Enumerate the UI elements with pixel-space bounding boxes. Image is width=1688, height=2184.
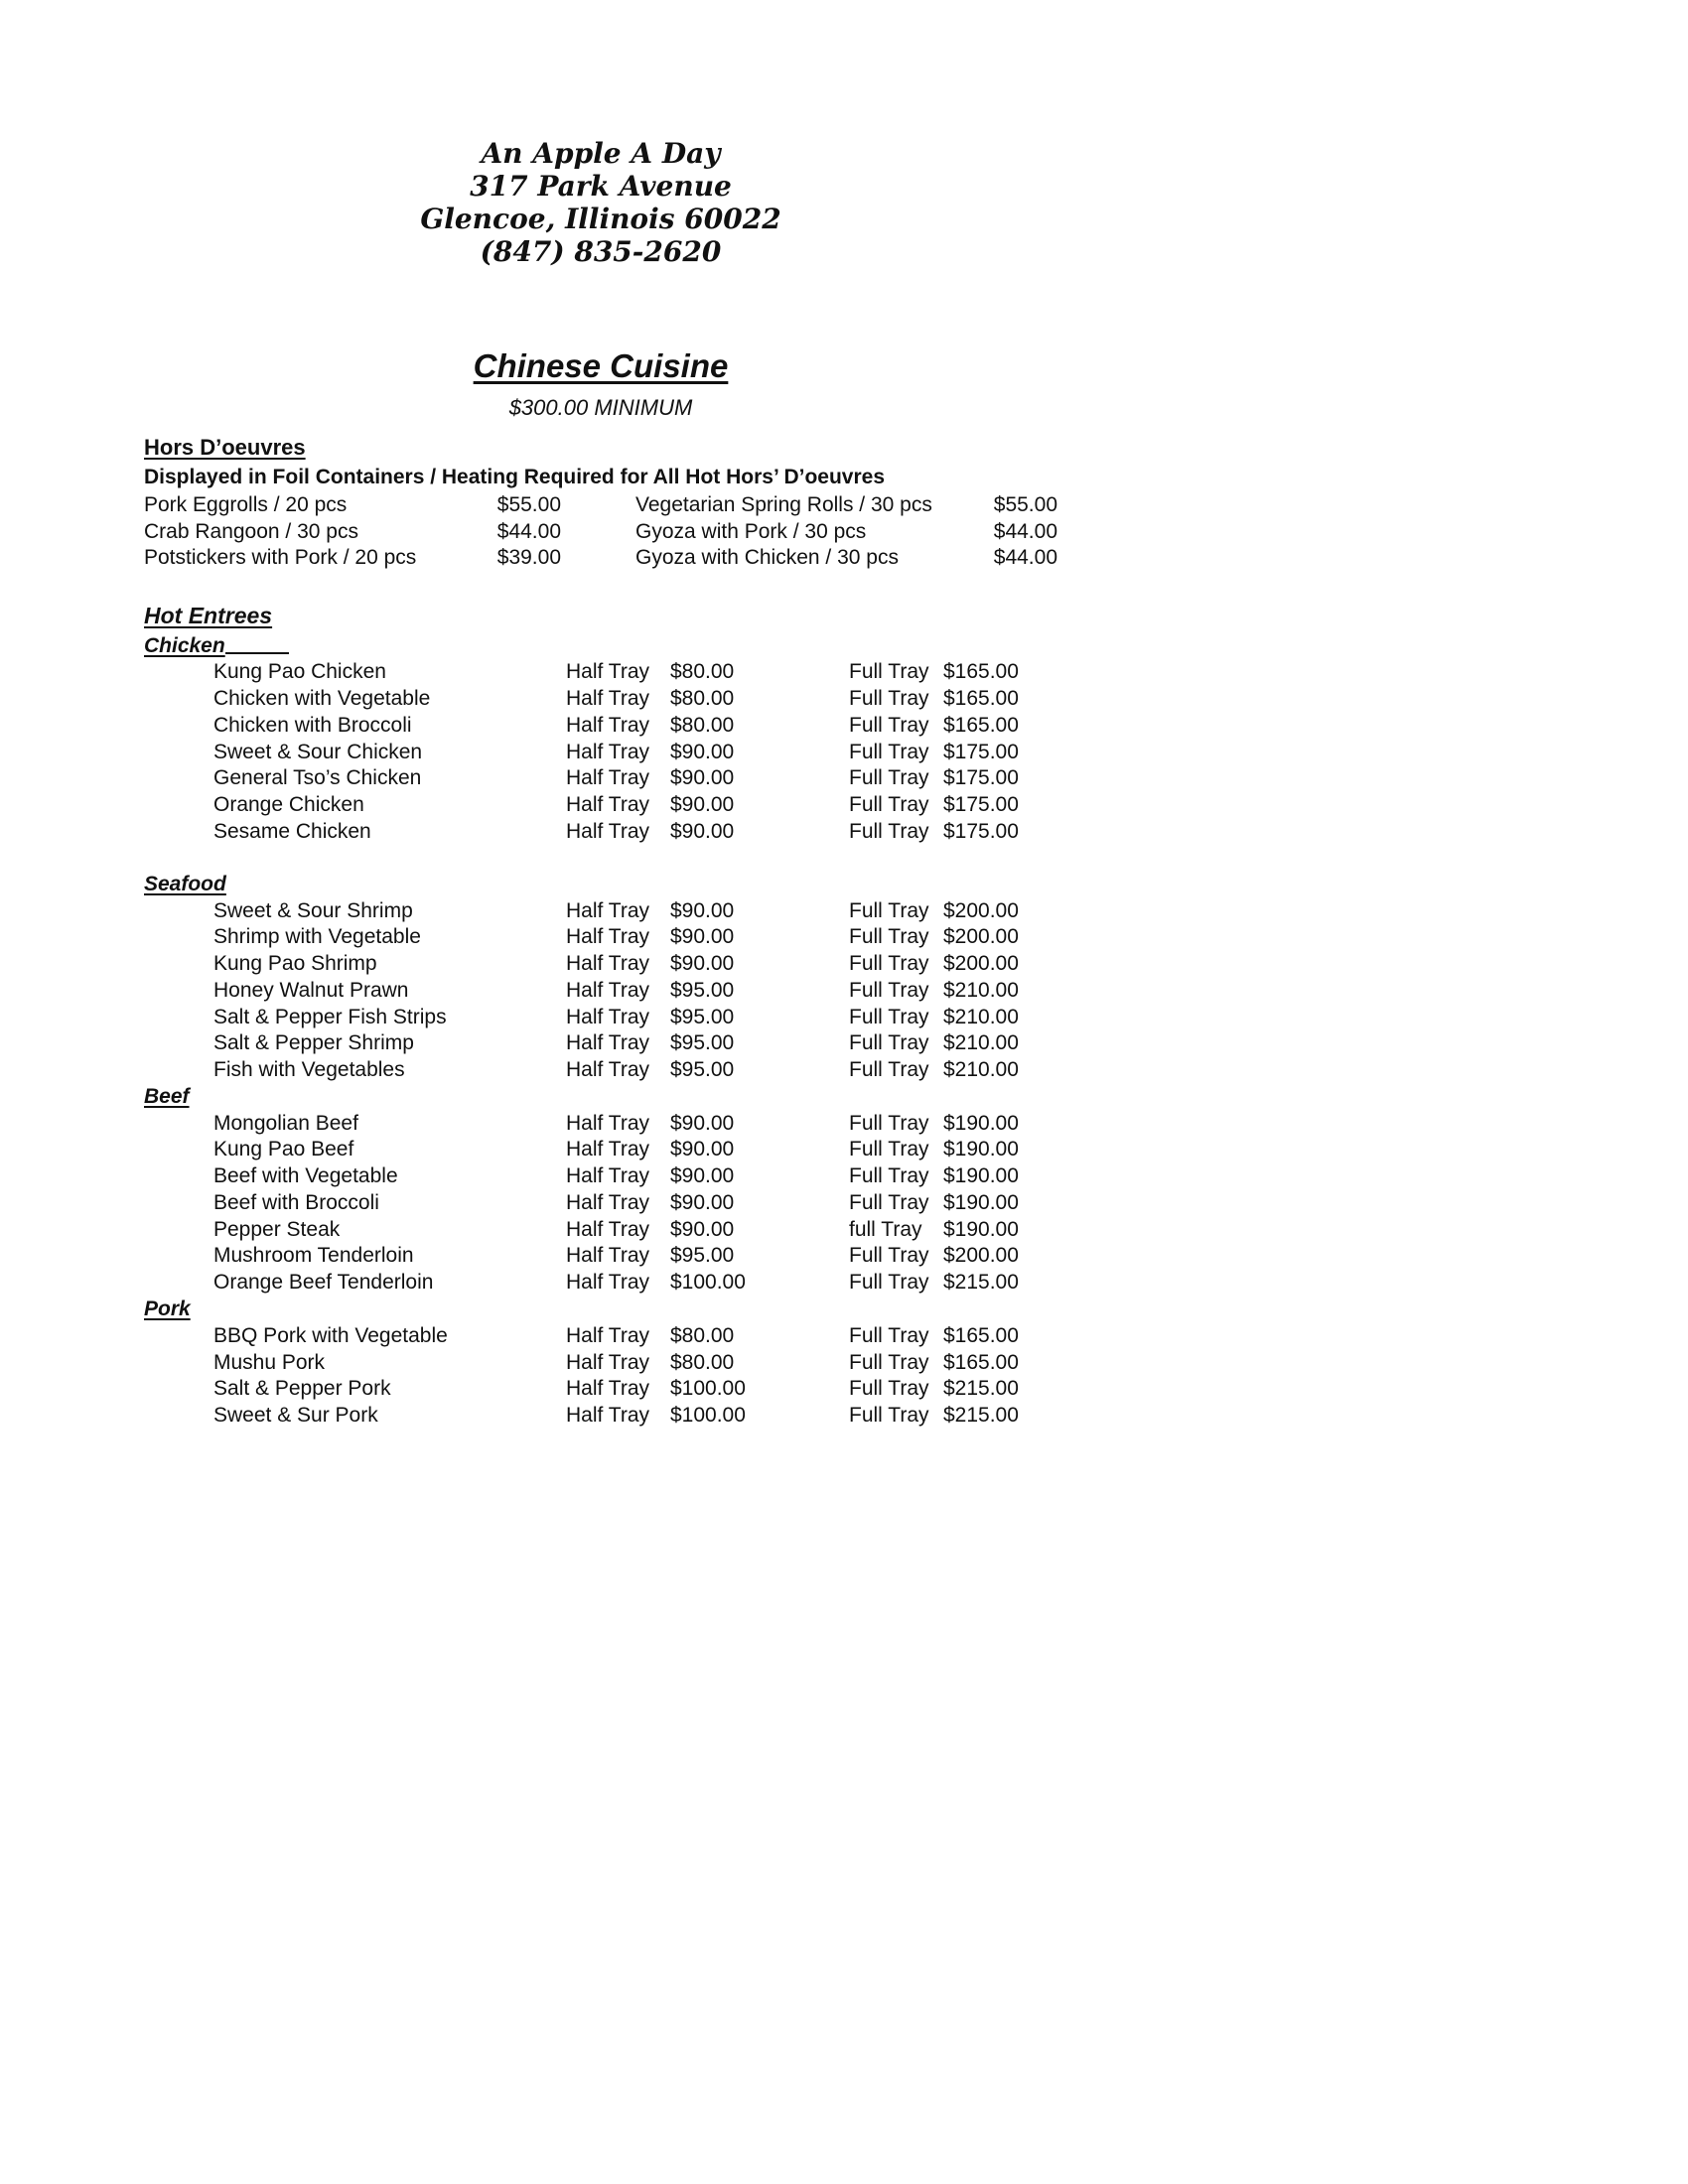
- full-tray-price: $200.00: [943, 952, 1019, 976]
- hors-row: [144, 545, 1057, 572]
- menu-item-row: [144, 740, 1057, 766]
- menu-item-row: [144, 1111, 1057, 1138]
- half-tray-label: Half Tray: [566, 898, 650, 922]
- half-tray-price: $90.00: [670, 819, 735, 843]
- heading-underline-extension: [225, 631, 289, 654]
- category-heading: [144, 1084, 1057, 1111]
- hors-row: [144, 492, 1057, 519]
- item-name: Pork Eggrolls / 20 pcs: [144, 492, 348, 516]
- half-tray-price: $95.00: [670, 978, 735, 1002]
- half-tray-label: Half Tray: [566, 1271, 650, 1295]
- menu-item-row: [144, 1217, 1057, 1244]
- full-tray-label: Full Tray: [849, 1005, 929, 1028]
- item-price: $55.00: [993, 492, 1057, 516]
- menu-item-row: [144, 1190, 1057, 1217]
- hors-rows: [144, 492, 1057, 572]
- half-tray-price: $80.00: [670, 713, 735, 737]
- full-tray-price: $175.00: [943, 793, 1019, 817]
- hors-row: [144, 519, 1057, 546]
- menu-section-chicken: [144, 631, 1057, 846]
- item-name: Sweet & Sur Pork: [213, 1404, 378, 1428]
- half-tray-price: $100.00: [670, 1377, 746, 1401]
- half-tray-price: $95.00: [670, 1031, 735, 1055]
- full-tray-label: Full Tray: [849, 952, 929, 976]
- half-tray-label: Half Tray: [566, 660, 650, 684]
- phone-number: (847) 835-2620: [480, 235, 722, 268]
- half-tray-label: Half Tray: [566, 1377, 650, 1401]
- menu-item-row: [144, 1376, 1057, 1403]
- menu-item-row: [144, 1323, 1057, 1350]
- item-name: Orange Chicken: [213, 793, 364, 817]
- half-tray-label: Half Tray: [566, 1138, 650, 1161]
- half-tray-price: $80.00: [670, 1323, 735, 1347]
- address-line-2: Glencoe, Illinois 60022: [420, 203, 781, 235]
- half-tray-label: Half Tray: [566, 925, 650, 949]
- item-name: General Tso’s Chicken: [213, 766, 422, 790]
- item-name: Gyoza with Pork / 30 pcs: [635, 519, 867, 543]
- half-tray-price: $80.00: [670, 687, 735, 711]
- item-name: Honey Walnut Prawn: [213, 978, 409, 1002]
- full-tray-label: Full Tray: [849, 1271, 929, 1295]
- menu-item-row: [144, 659, 1057, 686]
- half-tray-price: $80.00: [670, 660, 735, 684]
- item-name: Sweet & Sour Shrimp: [213, 898, 413, 922]
- full-tray-label: Full Tray: [849, 660, 929, 684]
- minimum-note: $300.00 MINIMUM: [508, 395, 693, 421]
- half-tray-label: Half Tray: [566, 713, 650, 737]
- half-tray-price: $90.00: [670, 740, 735, 763]
- item-name: Gyoza with Chicken / 30 pcs: [635, 546, 899, 570]
- full-tray-price: $210.00: [943, 1031, 1019, 1055]
- menu-section-beef: [144, 1084, 1057, 1297]
- column-gap: [561, 519, 635, 546]
- half-tray-label: Half Tray: [566, 1005, 650, 1028]
- full-tray-price: $165.00: [943, 1350, 1019, 1374]
- letterhead: [144, 137, 1057, 268]
- half-tray-label: Half Tray: [566, 952, 650, 976]
- hors-doeuvres-heading: Hors D’oeuvres: [144, 435, 306, 461]
- half-tray-label: Half Tray: [566, 1244, 650, 1268]
- menu-item-row: [144, 951, 1057, 978]
- full-tray-price: $215.00: [943, 1271, 1019, 1295]
- menu-item-row: [144, 1403, 1057, 1430]
- item-name: Pepper Steak: [213, 1217, 341, 1241]
- category-heading: [144, 1297, 1057, 1323]
- item-name: Salt & Pepper Fish Strips: [213, 1005, 447, 1028]
- full-tray-price: $190.00: [943, 1111, 1019, 1135]
- menu-item-row: [144, 924, 1057, 951]
- full-tray-price: $165.00: [943, 1323, 1019, 1347]
- item-name: Fish with Vegetables: [213, 1058, 405, 1082]
- half-tray-price: $90.00: [670, 1111, 735, 1135]
- item-name: Vegetarian Spring Rolls / 30 pcs: [635, 492, 932, 516]
- item-price: $39.00: [496, 546, 561, 570]
- item-name: Sweet & Sour Chicken: [213, 740, 423, 763]
- full-tray-label: Full Tray: [849, 793, 929, 817]
- full-tray-price: $200.00: [943, 898, 1019, 922]
- full-tray-label: Full Tray: [849, 1323, 929, 1347]
- full-tray-price: $200.00: [943, 925, 1019, 949]
- item-price: $55.00: [496, 492, 561, 516]
- half-tray-price: $90.00: [670, 1217, 735, 1241]
- item-name: Kung Pao Beef: [213, 1138, 354, 1161]
- column-gap: [561, 545, 635, 572]
- half-tray-label: Half Tray: [566, 1031, 650, 1055]
- half-tray-label: Half Tray: [566, 1350, 650, 1374]
- menu-item-row: [144, 1270, 1057, 1297]
- full-tray-price: $215.00: [943, 1377, 1019, 1401]
- item-name: Chicken with Broccoli: [213, 713, 412, 737]
- column-gap: [561, 492, 635, 519]
- restaurant-name: An Apple A Day: [481, 137, 721, 170]
- half-tray-label: Half Tray: [566, 1111, 650, 1135]
- half-tray-price: $95.00: [670, 1244, 735, 1268]
- full-tray-price: $175.00: [943, 819, 1019, 843]
- full-tray-label: Full Tray: [849, 1404, 929, 1428]
- half-tray-label: Half Tray: [566, 1190, 650, 1214]
- full-tray-label: full Tray: [849, 1217, 922, 1241]
- half-tray-label: Half Tray: [566, 1404, 650, 1428]
- full-tray-label: Full Tray: [849, 1164, 929, 1188]
- item-name: Beef with Vegetable: [213, 1164, 398, 1188]
- half-tray-price: $90.00: [670, 898, 735, 922]
- full-tray-label: Full Tray: [849, 1031, 929, 1055]
- full-tray-label: Full Tray: [849, 1190, 929, 1214]
- half-tray-label: Half Tray: [566, 1323, 650, 1347]
- entree-sections: [144, 631, 1057, 1430]
- full-tray-label: Full Tray: [849, 740, 929, 763]
- full-tray-label: Full Tray: [849, 1377, 929, 1401]
- half-tray-label: Half Tray: [566, 766, 650, 790]
- full-tray-label: Full Tray: [849, 713, 929, 737]
- half-tray-label: Half Tray: [566, 1058, 650, 1082]
- full-tray-label: Full Tray: [849, 1138, 929, 1161]
- full-tray-label: Full Tray: [849, 1244, 929, 1268]
- full-tray-price: $210.00: [943, 1058, 1019, 1082]
- item-name: Mushu Pork: [213, 1350, 326, 1374]
- half-tray-price: $90.00: [670, 1190, 735, 1214]
- menu-item-row: [144, 765, 1057, 792]
- menu-item-row: [144, 819, 1057, 846]
- category-heading: [144, 872, 1057, 898]
- full-tray-price: $165.00: [943, 660, 1019, 684]
- full-tray-label: Full Tray: [849, 1111, 929, 1135]
- half-tray-price: $90.00: [670, 766, 735, 790]
- full-tray-label: Full Tray: [849, 819, 929, 843]
- menu-item-row: [144, 792, 1057, 819]
- half-tray-label: Half Tray: [566, 819, 650, 843]
- item-name: Crab Rangoon / 30 pcs: [144, 519, 358, 543]
- full-tray-price: $190.00: [943, 1164, 1019, 1188]
- menu-item-row: [144, 1350, 1057, 1377]
- half-tray-price: $90.00: [670, 793, 735, 817]
- menu-content: [144, 0, 1057, 1430]
- half-tray-price: $80.00: [670, 1350, 735, 1374]
- menu-section-seafood: [144, 872, 1057, 1084]
- half-tray-label: Half Tray: [566, 740, 650, 763]
- menu-item-row: [144, 1163, 1057, 1190]
- item-price: $44.00: [993, 519, 1057, 543]
- half-tray-price: $90.00: [670, 925, 735, 949]
- item-name: Salt & Pepper Shrimp: [213, 1031, 414, 1055]
- half-tray-price: $100.00: [670, 1271, 746, 1295]
- full-tray-price: $190.00: [943, 1190, 1019, 1214]
- item-name: Kung Pao Chicken: [213, 660, 386, 684]
- full-tray-label: Full Tray: [849, 898, 929, 922]
- item-price: $44.00: [993, 546, 1057, 570]
- item-price: $44.00: [496, 519, 561, 543]
- menu-item-row: [144, 898, 1057, 925]
- half-tray-label: Half Tray: [566, 978, 650, 1002]
- menu-item-row: [144, 686, 1057, 713]
- full-tray-label: Full Tray: [849, 687, 929, 711]
- half-tray-label: Half Tray: [566, 793, 650, 817]
- full-tray-price: $175.00: [943, 740, 1019, 763]
- item-name: Kung Pao Shrimp: [213, 952, 377, 976]
- menu-item-row: [144, 1137, 1057, 1163]
- item-name: Chicken with Vegetable: [213, 687, 431, 711]
- menu-item-row: [144, 1057, 1057, 1084]
- hot-entrees-heading: Hot Entrees: [144, 603, 273, 629]
- menu-section-pork: [144, 1297, 1057, 1430]
- menu-item-row: [144, 1005, 1057, 1031]
- half-tray-label: Half Tray: [566, 1217, 650, 1241]
- address-line-1: 317 Park Avenue: [470, 170, 732, 203]
- full-tray-label: Full Tray: [849, 978, 929, 1002]
- menu-item-row: [144, 1243, 1057, 1270]
- menu-item-row: [144, 1030, 1057, 1057]
- half-tray-price: $90.00: [670, 1164, 735, 1188]
- full-tray-price: $165.00: [943, 713, 1019, 737]
- item-name: Mushroom Tenderloin: [213, 1244, 414, 1268]
- half-tray-price: $95.00: [670, 1058, 735, 1082]
- category-heading: [144, 631, 1057, 660]
- half-tray-label: Half Tray: [566, 1164, 650, 1188]
- full-tray-price: $210.00: [943, 978, 1019, 1002]
- full-tray-price: $165.00: [943, 687, 1019, 711]
- half-tray-price: $90.00: [670, 952, 735, 976]
- full-tray-label: Full Tray: [849, 1350, 929, 1374]
- half-tray-label: Half Tray: [566, 687, 650, 711]
- full-tray-price: $215.00: [943, 1404, 1019, 1428]
- full-tray-price: $175.00: [943, 766, 1019, 790]
- half-tray-price: $90.00: [670, 1138, 735, 1161]
- item-name: Salt & Pepper Pork: [213, 1377, 391, 1401]
- full-tray-price: $200.00: [943, 1244, 1019, 1268]
- half-tray-price: $100.00: [670, 1404, 746, 1428]
- menu-item-row: [144, 978, 1057, 1005]
- full-tray-label: Full Tray: [849, 925, 929, 949]
- item-name: Orange Beef Tenderloin: [213, 1271, 434, 1295]
- full-tray-label: Full Tray: [849, 1058, 929, 1082]
- hors-doeuvres-note: Displayed in Foil Containers / Heating Required for All Hot Hors’ D’oeuvres: [144, 466, 886, 489]
- full-tray-price: $190.00: [943, 1217, 1019, 1241]
- item-name: Potstickers with Pork / 20 pcs: [144, 546, 417, 570]
- menu-item-row: [144, 713, 1057, 740]
- menu-title: Chinese Cuisine: [473, 347, 729, 384]
- full-tray-price: $210.00: [943, 1005, 1019, 1028]
- full-tray-price: $190.00: [943, 1138, 1019, 1161]
- item-name: Sesame Chicken: [213, 819, 371, 843]
- item-name: Shrimp with Vegetable: [213, 925, 421, 949]
- category-heading-label: Seafood: [144, 872, 226, 895]
- item-name: Mongolian Beef: [213, 1111, 358, 1135]
- full-tray-label: Full Tray: [849, 766, 929, 790]
- half-tray-price: $95.00: [670, 1005, 735, 1028]
- category-heading-label: Beef: [144, 1084, 190, 1108]
- category-heading-label: Chicken: [144, 633, 225, 657]
- item-name: BBQ Pork with Vegetable: [213, 1323, 448, 1347]
- item-name: Beef with Broccoli: [213, 1190, 379, 1214]
- category-heading-label: Pork: [144, 1297, 191, 1320]
